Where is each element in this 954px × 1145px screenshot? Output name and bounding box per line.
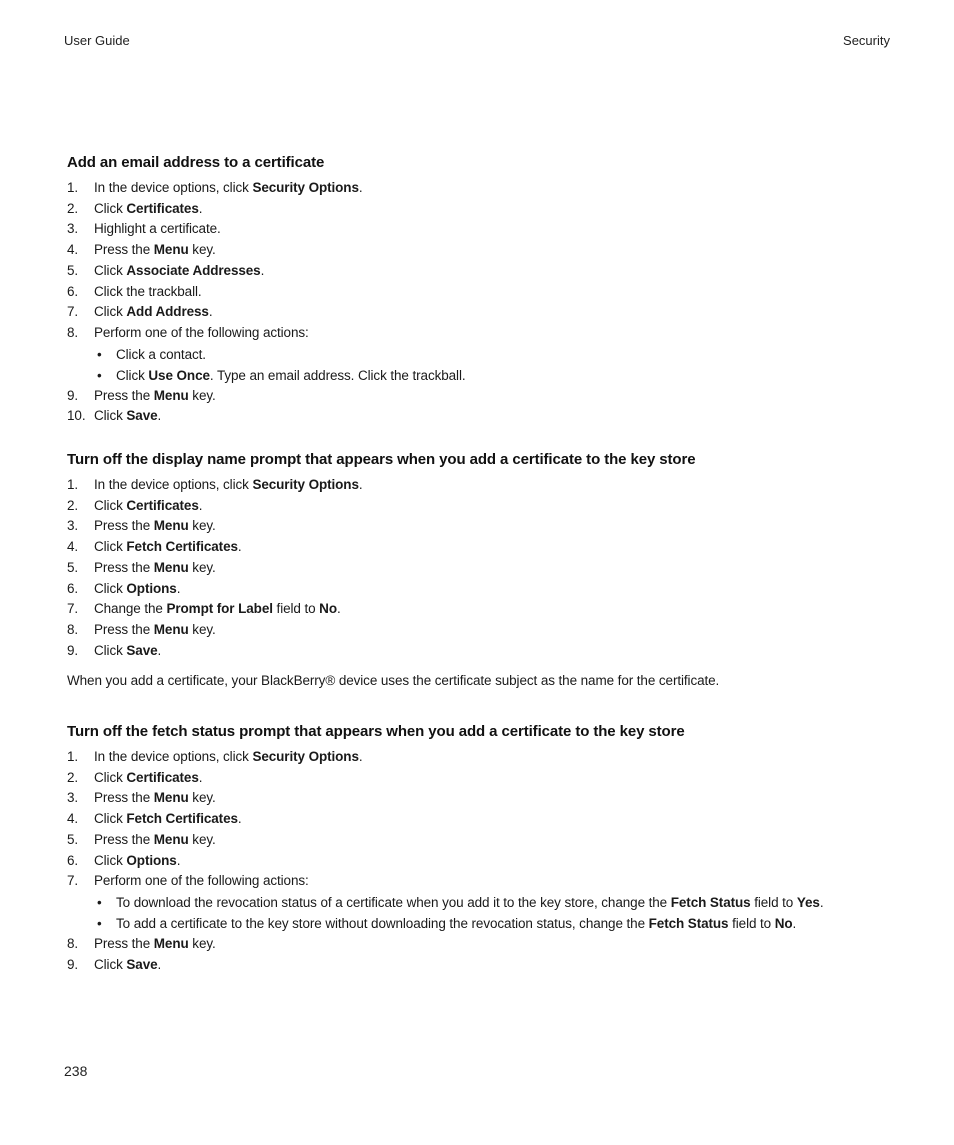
step-item: 5. Click Associate Addresses. bbox=[67, 262, 265, 278]
section-fetch-status-prompt bbox=[67, 723, 914, 975]
sub-action-item: • To download the revocation status of a certificate when you add it to the key store, change the Fetch Status field to Yes. bbox=[94, 892, 914, 913]
step-item: 7. Perform one of the following actions: • To download the revocation status of a certificate when you add it to the key store, change the Fetch Status field to Yes. • To add a certificate to the key store without downloading the revocation status, change the Fetch Status field to No. bbox=[67, 871, 914, 934]
step-item: 3. Press the Menu key. bbox=[67, 518, 216, 534]
section-display-name-prompt bbox=[67, 451, 914, 691]
step-item: 9. Press the Menu key. bbox=[67, 387, 216, 403]
step-item: 3. Press the Menu key. bbox=[67, 790, 216, 806]
step-item: 9. Click Save. bbox=[67, 956, 162, 972]
step-item: 6. Click Options. bbox=[67, 852, 181, 868]
section-title: Turn off the fetch status prompt that appears when you add a certificate to the key store bbox=[67, 723, 685, 740]
step-item: 8. Press the Menu key. bbox=[67, 935, 216, 951]
step-item: 4. Click Fetch Certificates. bbox=[67, 539, 242, 555]
step-item: 10. Click Save. bbox=[67, 408, 162, 424]
step-item: 1. In the device options, click Security Options. bbox=[67, 749, 363, 764]
bullet-icon: • bbox=[97, 915, 102, 931]
step-item: 8. Perform one of the following actions: • Click a contact. • Click Use Once. Type an email address. Click the trackball. bbox=[67, 323, 914, 386]
step-item: 1. In the device options, click Security Options. bbox=[67, 477, 363, 492]
step-item: 4. Press the Menu key. bbox=[67, 242, 216, 258]
page-number: 238 bbox=[64, 1063, 88, 1079]
step-item: 8. Press the Menu key. bbox=[67, 621, 216, 637]
step-item: 5. Press the Menu key. bbox=[67, 831, 216, 847]
step-item: 6. Click the trackball. bbox=[67, 283, 202, 299]
step-item: 7. Change the Prompt for Label field to No. bbox=[67, 601, 341, 617]
sub-action-item: • Click a contact. bbox=[94, 344, 914, 365]
step-item: 7. Click Add Address. bbox=[67, 304, 213, 320]
section-title: Turn off the display name prompt that appears when you add a certificate to the key store bbox=[67, 451, 696, 468]
sub-action-item: • To add a certificate to the key store without downloading the revocation status, change the Fetch Status field to No. bbox=[94, 913, 914, 934]
step-item: 2. Click Certificates. bbox=[67, 200, 203, 216]
steps-list bbox=[67, 475, 914, 661]
section-add-email-address bbox=[67, 154, 914, 427]
steps-list bbox=[67, 747, 914, 975]
bullet-icon: • bbox=[97, 346, 102, 362]
sub-action-list bbox=[94, 892, 914, 934]
step-item: 5. Press the Menu key. bbox=[67, 559, 216, 575]
step-item: 2. Click Certificates. bbox=[67, 497, 203, 513]
bullet-icon: • bbox=[97, 367, 102, 383]
section-title: Add an email address to a certificate bbox=[67, 154, 325, 171]
sub-action-item: • Click Use Once. Type an email address. Click the trackball. bbox=[94, 365, 914, 386]
section-note: When you add a certificate, your BlackBerry® device uses the certificate subject as the name for the certificate. bbox=[67, 673, 720, 689]
step-item: 4. Click Fetch Certificates. bbox=[67, 811, 242, 827]
step-item: 1. In the device options, click Security Options. bbox=[67, 180, 363, 195]
step-item: 9. Click Save. bbox=[67, 642, 162, 658]
step-item: 3. Highlight a certificate. bbox=[67, 221, 221, 237]
step-item: 6. Click Options. bbox=[67, 580, 181, 596]
steps-list bbox=[67, 178, 914, 427]
sub-action-list bbox=[94, 344, 914, 386]
step-item: 2. Click Certificates. bbox=[67, 769, 203, 785]
running-header-right: Security bbox=[843, 33, 890, 48]
running-header-left: User Guide bbox=[64, 33, 130, 48]
bullet-icon: • bbox=[97, 894, 102, 910]
